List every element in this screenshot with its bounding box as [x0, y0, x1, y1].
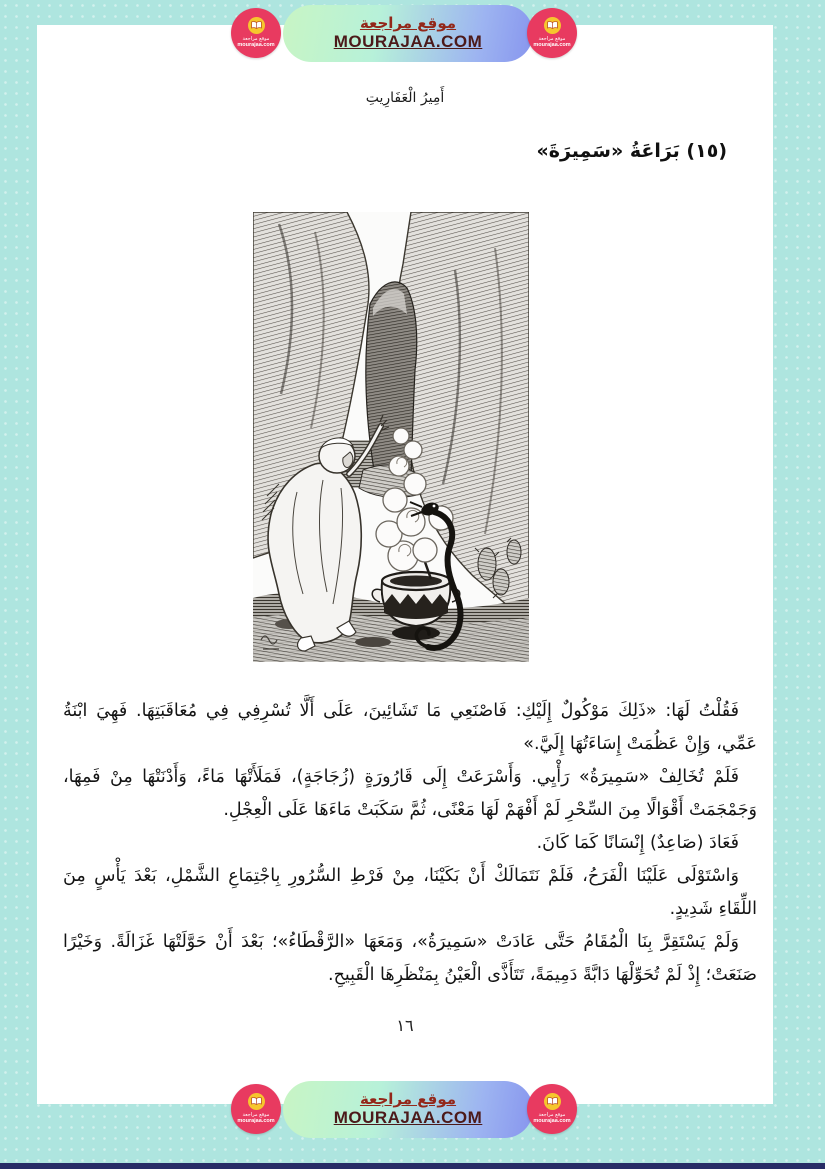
- site-name-arabic-link[interactable]: موقع مراجعة: [359, 1090, 457, 1109]
- story-paragraph: فَلَمْ تُخَالِفْ «سَمِيرَةُ» رَأْيِي. وَأَسْرَعَتْ إِلَى قَارُورَةٍ (زُجَاجَةٍ)، فَمَلَأَتْهَا مَاءً، وَأَدْنَتْهَا مِنْ فَمِهَا، وَجَمْجَمَتْ أَقْوَالًا مِنَ السِّحْرِ لَمْ أَفْهَمْ لَهَا مَعْنًى، ثُمَّ سَكَبَتْ مَاءَهَا عَلَى الْعِجْلِ.: [63, 767, 757, 820]
- book-icon: [544, 1093, 561, 1110]
- site-logo-badge: [231, 1084, 281, 1134]
- story-text: [63, 695, 757, 992]
- site-banner-pill: [283, 5, 533, 62]
- page-number: ١٦: [396, 1016, 414, 1035]
- site-banner-top: [237, 5, 571, 62]
- badge-domain: mourajaa.com: [237, 1118, 275, 1125]
- badge-site-name: موقع مراجعة: [242, 1112, 270, 1119]
- badge-site-name: موقع مراجعة: [538, 1112, 566, 1119]
- book-icon: [248, 17, 265, 34]
- book-title-running-head: أَمِيرُ الْعَفَارِيتِ: [365, 90, 445, 106]
- site-banner-pill: [283, 1081, 533, 1138]
- book-icon: [248, 1093, 265, 1110]
- badge-domain: mourajaa.com: [533, 1118, 571, 1125]
- book-icon: [544, 17, 561, 34]
- bottom-edge-bar: [0, 1163, 825, 1169]
- badge-site-name: موقع مراجعة: [538, 36, 566, 43]
- badge-site-name: موقع مراجعة: [242, 36, 270, 43]
- site-logo-badge: [527, 8, 577, 58]
- story-paragraph: فَقُلْتُ لَهَا: «ذَلِكَ مَوْكُولٌ إِلَيْكِ: فَاصْنَعِي مَا تَشَائِينَ، عَلَى أَلَّا تُسْرِفِي فِي مُعَاقَبَتِهَا. فَهِيَ ابْنَةُ عَمِّي، وَإِنْ عَظُمَتْ إِسَاءَتُهَا إِلَيَّ.»: [63, 701, 757, 754]
- site-logo-badge: [527, 1084, 577, 1134]
- badge-domain: mourajaa.com: [533, 42, 571, 49]
- story-paragraph: وَاسْتَوْلَى عَلَيْنَا الْفَرَحُ، فَلَمْ نَتَمَالَكْ أَنْ بَكَيْنَا، مِنْ فَرْطِ السُّرُورِ بِاجْتِمَاعِ الشَّمْلِ، بَعْدَ يَأْسٍ مِنَ اللِّقَاءِ شَدِيدٍ.: [63, 866, 757, 919]
- site-domain-link[interactable]: MOURAJAA.COM: [333, 32, 483, 52]
- site-banner-bottom: [237, 1081, 571, 1138]
- canyon-scene-drawing: [253, 212, 529, 662]
- badge-domain: mourajaa.com: [237, 42, 275, 49]
- site-logo-badge: [231, 8, 281, 58]
- story-paragraph: وَلَمْ يَسْتَقِرَّ بِنَا الْمُقَامُ حَتَّى عَادَتْ «سَمِيرَةُ»، وَمَعَهَا «الرَّقْطَاءُ»؛ بَعْدَ أَنْ حَوَّلَتْهَا غَزَالَةً. وَخَيْرًا صَنَعَتْ؛ إِذْ لَمْ تُحَوِّلْهَا دَابَّةً دَمِيمَةً، تَتَأَذَّى الْعَيْنُ بِمَنْظَرِهَا الْقَبِيحِ.: [63, 932, 757, 985]
- chapter-title: (١٥) بَرَاعَةُ «سَمِيرَةَ»: [536, 140, 727, 162]
- story-illustration: [253, 212, 529, 662]
- site-name-arabic-link[interactable]: موقع مراجعة: [359, 14, 457, 33]
- site-domain-link[interactable]: MOURAJAA.COM: [333, 1108, 483, 1128]
- story-paragraph: فَعَادَ (صَاعِدٌ) إِنْسَانًا كَمَا كَانَ.: [536, 833, 739, 853]
